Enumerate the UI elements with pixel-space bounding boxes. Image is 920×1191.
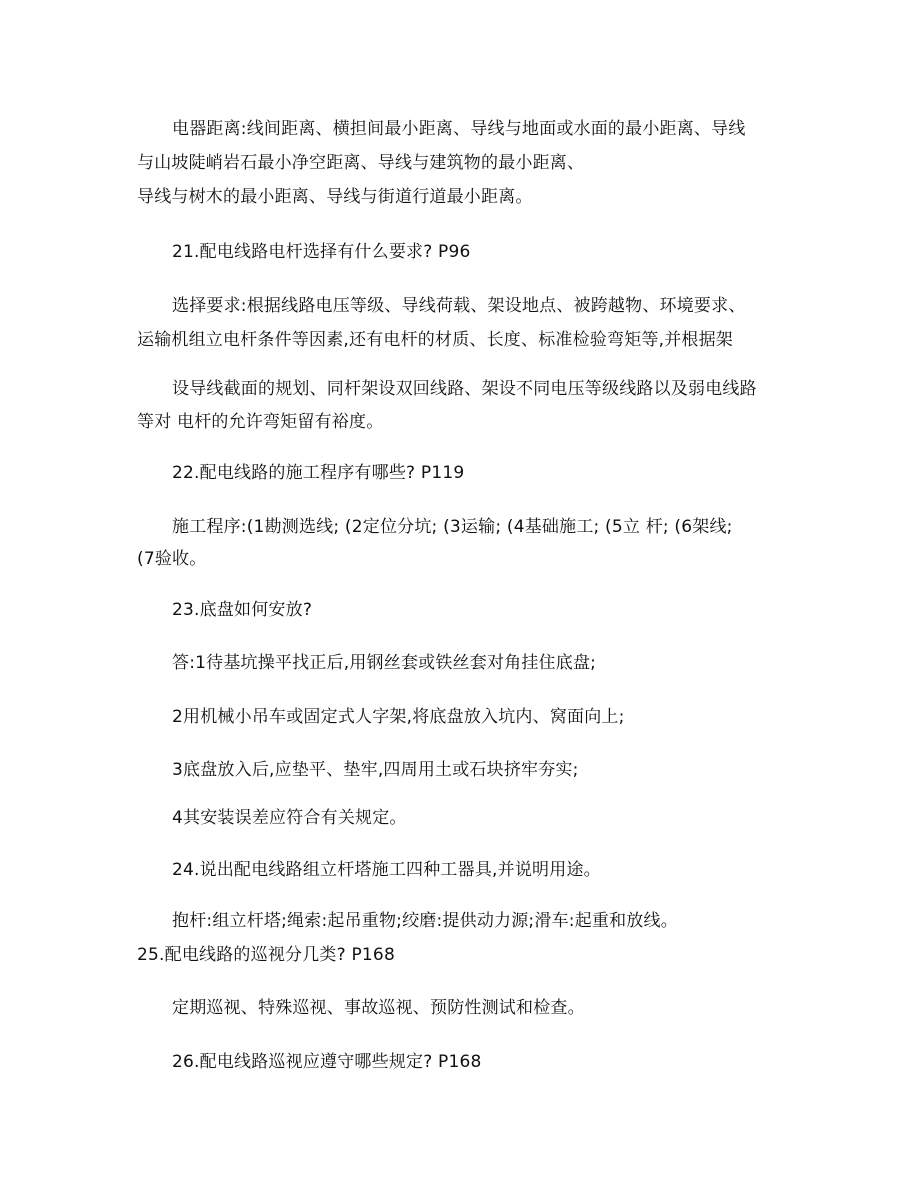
question-heading: 21.配电线路电杆选择有什么要求? P96 [172, 242, 471, 262]
question-heading: 22.配电线路的施工程序有哪些? P119 [172, 463, 465, 483]
text-line: 与山坡陡峭岩石最小净空距离、导线与建筑物的最小距离、 [137, 153, 585, 173]
text-line: 2用机械小吊车或固定式人字架,将底盘放入坑内、窝面向上; [172, 707, 625, 727]
text-line: 答:1待基坑操平找正后,用钢丝套或铁丝套对角挂住底盘; [172, 653, 597, 673]
text-line: 运输机组立电杆条件等因素,还有电杆的材质、长度、标准检验弯矩等,并根据架 [137, 330, 734, 350]
text-line: 3底盘放入后,应垫平、垫牢,四周用土或石块挤牢夯实; [172, 760, 579, 780]
question-heading: 24.说出配电线路组立杆塔施工四种工器具,并说明用途。 [172, 860, 601, 880]
text-line: 定期巡视、特殊巡视、事故巡视、预防性测试和检查。 [172, 998, 585, 1018]
text-line: 导线与树木的最小距离、导线与街道行道最小距离。 [137, 187, 533, 207]
text-line: 电器距离:线间距离、横担间最小距离、导线与地面或水面的最小距离、导线 [172, 119, 746, 139]
text-line: 4其安装误差应符合有关规定。 [172, 808, 407, 828]
text-line: 选择要求:根据线路电压等级、导线荷载、架设地点、被跨越物、环境要求、 [172, 296, 746, 316]
question-heading: 25.配电线路的巡视分几类? P168 [137, 945, 395, 965]
text-line: (7验收。 [137, 549, 207, 569]
text-line: 施工程序:(1勘测选线; (2定位分坑; (3运输; (4基础施工; (5立 杆; (6架线; [172, 517, 733, 537]
question-heading: 23.底盘如何安放? [172, 600, 313, 620]
text-line: 等对 电杆的允许弯矩留有裕度。 [137, 412, 384, 432]
text-line: 抱杆:组立杆塔;绳索:起吊重物;绞磨:提供动力源;滑车:起重和放线。 [172, 911, 678, 931]
text-line: 设导线截面的规划、同杆架设双回线路、架设不同电压等级线路以及弱电线路 [172, 379, 757, 399]
question-heading: 26.配电线路巡视应遵守哪些规定? P168 [172, 1052, 482, 1072]
